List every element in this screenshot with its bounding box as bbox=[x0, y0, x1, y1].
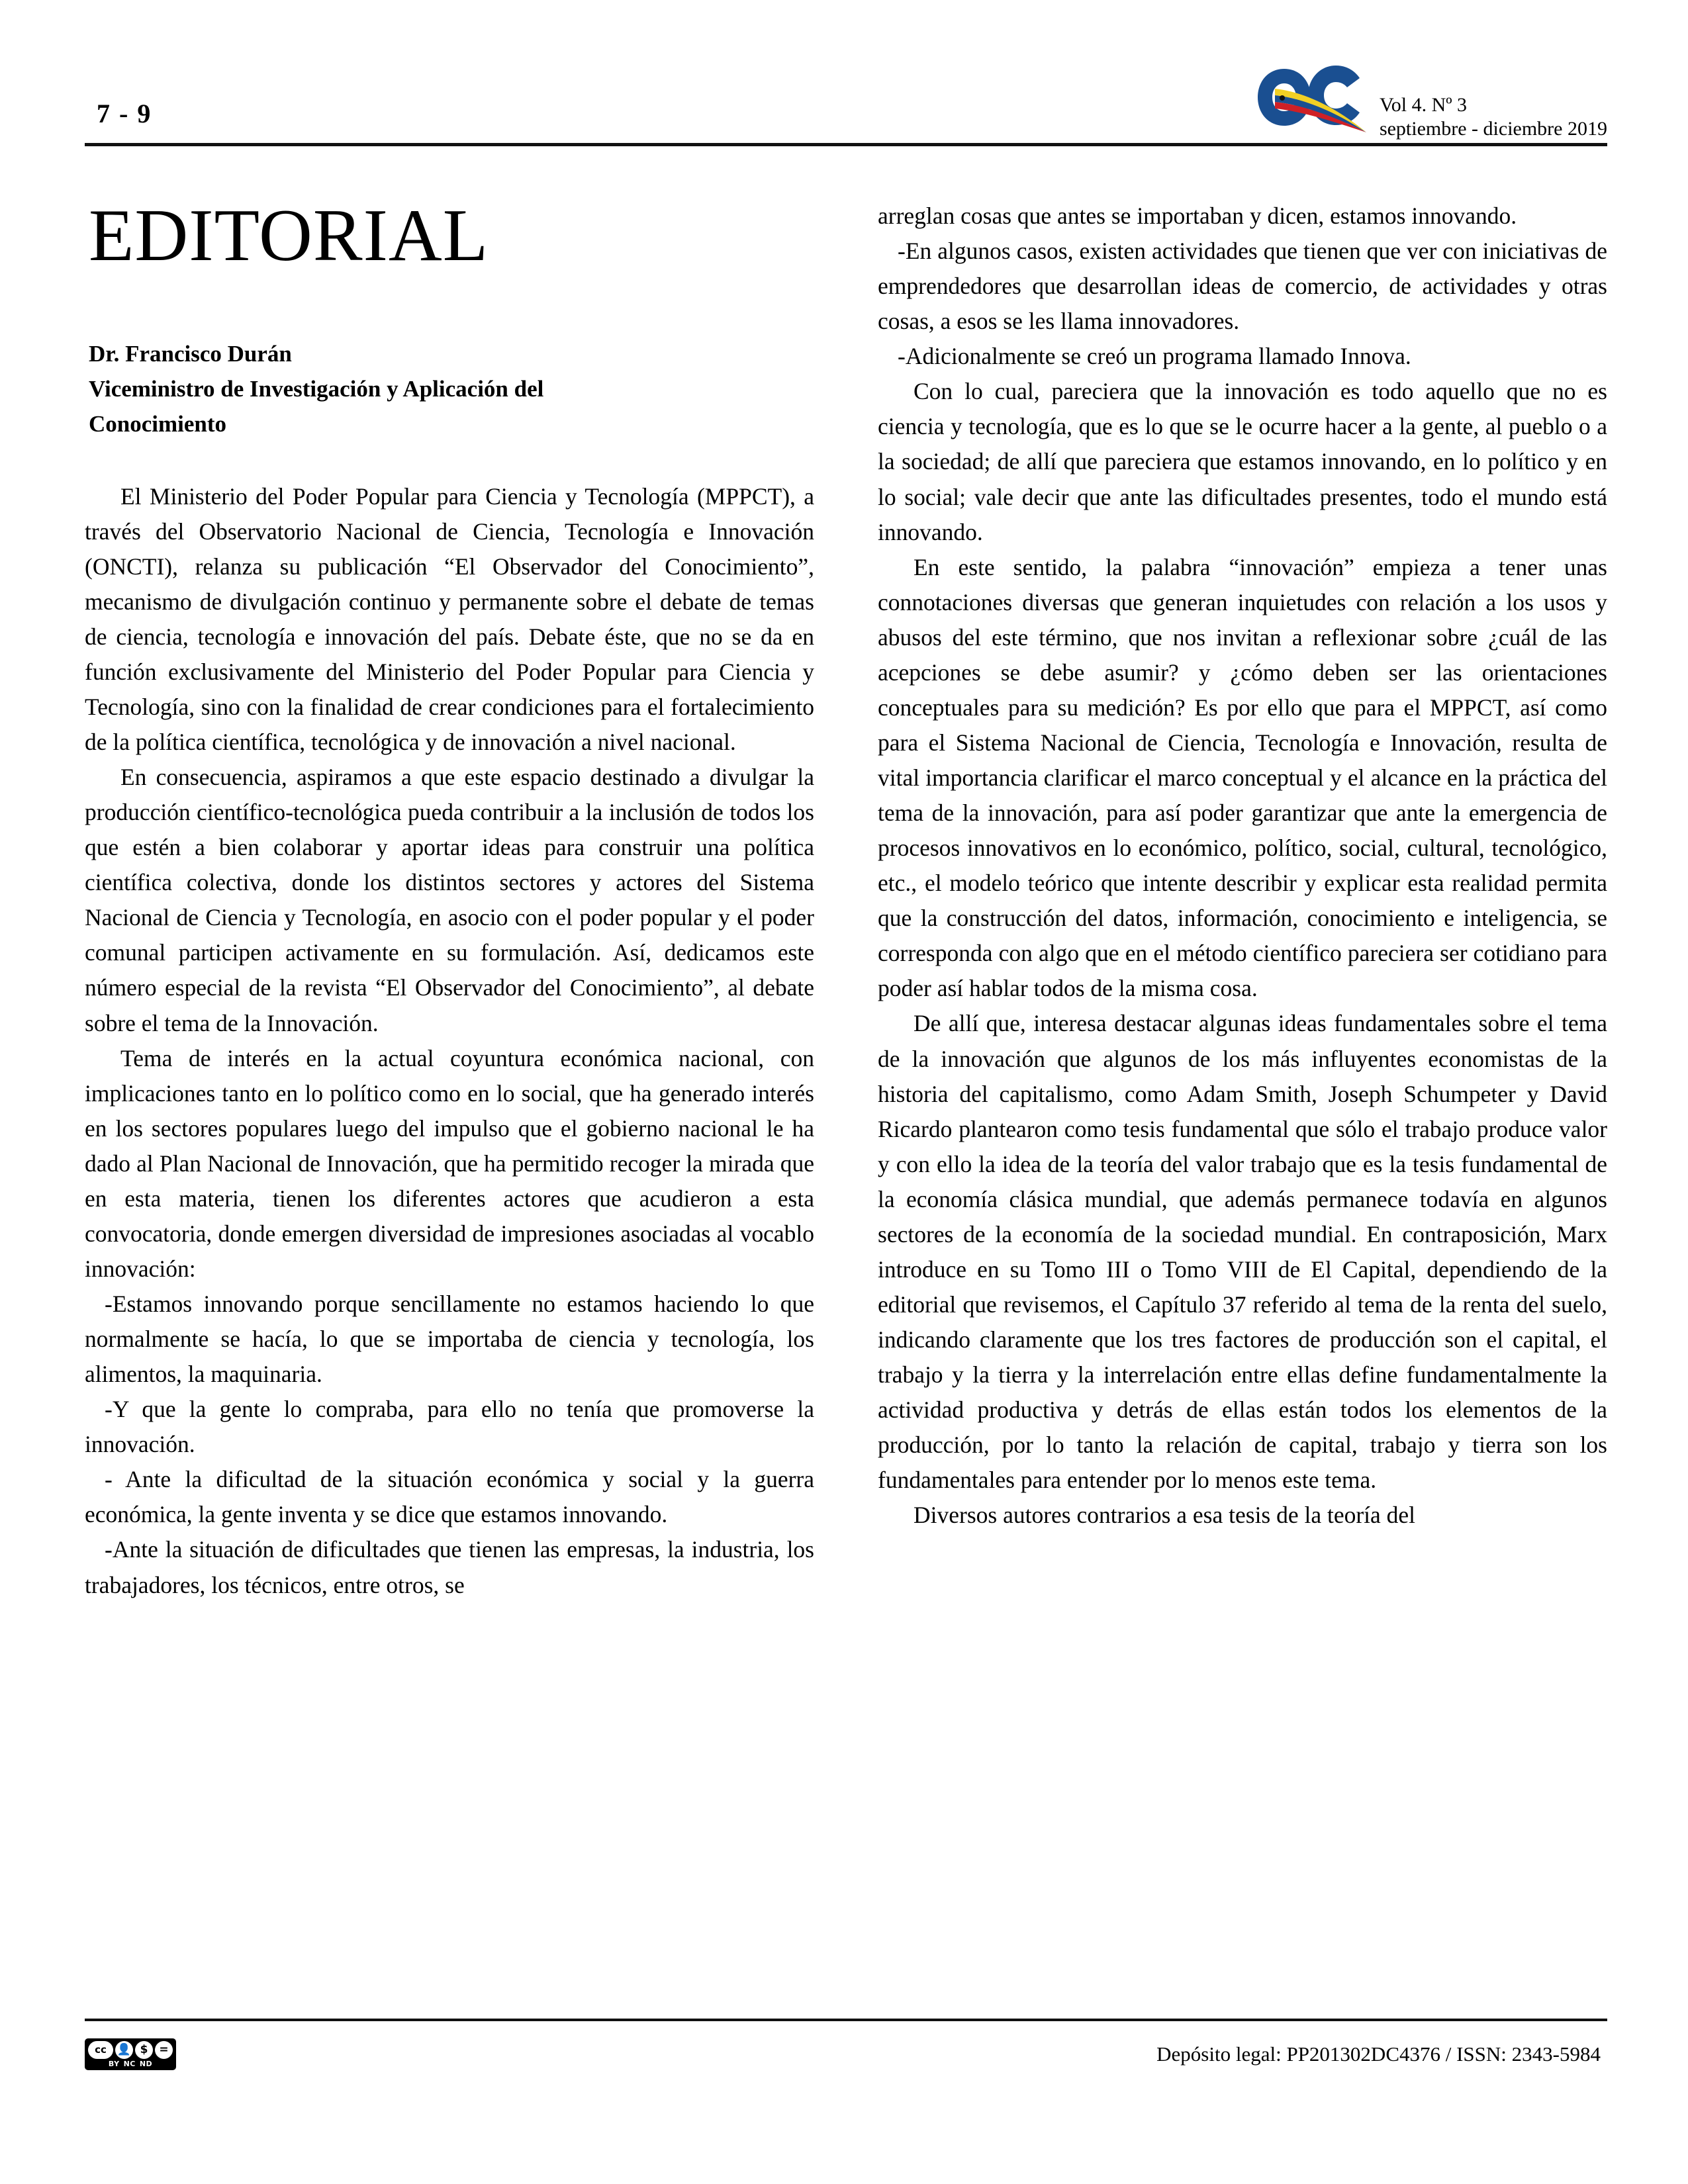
cc-label-by: BY bbox=[108, 2060, 120, 2068]
oc-monogram-logo bbox=[1255, 64, 1372, 144]
page-footer bbox=[85, 2019, 1607, 2070]
author-name: Dr. Francisco Durán bbox=[89, 341, 292, 367]
cc-icon-row bbox=[87, 2041, 173, 2059]
left-column bbox=[85, 195, 814, 1603]
issue-dates: septiembre - diciembre 2019 bbox=[1379, 117, 1607, 140]
masthead bbox=[1255, 64, 1607, 144]
cc-by-icon: 👤 bbox=[115, 2041, 133, 2059]
footer-divider bbox=[85, 2019, 1607, 2021]
author-role-line-1: Viceministro de Investigación y Aplicación del bbox=[89, 376, 544, 402]
paragraph: De allí que, interesa destacar algunas ideas fundamentales sobre el tema de la innovación que algunos de los más influyentes economistas de la historia del capitalismo, como Adam Smith, Joseph Schumpeter y David Ricardo plantearon como tesis fundamental que sólo el trabajo produce valor y con ello la idea de la teoría del valor trabajo que es la tesis fundamental de la economía clásica mundial, que además permanece todavía en algunos sectores de la economía de la sociedad mundial. En contraposición, Marx introduce en su Tomo III o Tomo VIII de El Capital, dependiendo de la editorial que revisemos, el Capítulo 37 referido al tema de la renta del suelo, indicando claramente que los tres factores de producción son el capital, el trabajo y la tierra y la interrelación entre ellas define fundamentalmente la actividad productiva y detrás de ellas están todos los elementos de la producción, por lo tanto la relación de capital, trabajo y tierra son los fundamentales para entender por lo menos este tema. bbox=[878, 1010, 1607, 1494]
author-byline bbox=[85, 336, 814, 442]
page-folio: 7 - 9 bbox=[97, 99, 152, 128]
paragraph: El Ministerio del Poder Popular para Ciencia y Tecnología (MPPCT), a través del Observatorio Nacional de Ciencia, Tecnología e Innovación (ONCTI), relanza su publicación “El Observador del Conocimiento”, mecanismo de divulgación continuo y permanente sobre el debate de temas de ciencia, tecnología e innovación del país. Debate éste, que no se da en función exclusivamente del Ministerio del Poder Popular para Ciencia y Tecnología, sino con la finalidad de crear condiciones para el fortalecimiento de la política científica, tecnológica y de innovación a nivel nacional. bbox=[85, 482, 814, 755]
issue-volume: Vol 4. Nº 3 bbox=[1379, 94, 1468, 116]
right-column bbox=[878, 199, 1607, 1603]
legal-deposit-issn: Depósito legal: PP201302DC4376 / ISSN: 2343-5984 bbox=[1156, 2042, 1601, 2066]
article-body bbox=[85, 195, 1607, 1603]
paragraph: En consecuencia, aspiramos a que este espacio destinado a divulgar la producción científico-tecnológica pueda contribuir a la inclusión de todos los que estén a bien colaborar y aportar ideas para construir una política científica colectiva, donde los distintos sectores y actores del Sistema Nacional de Ciencia y Tecnología, en asocio con el poder popular y el poder comunal participen activamente en su formulación. Así, dedicamos este número especial de la revista “El Observador del Conocimiento”, al debate sobre el tema de la Innovación. bbox=[85, 764, 814, 1036]
page-header bbox=[85, 64, 1607, 169]
paragraph: -Estamos innovando porque sencillamente no estamos haciendo lo que normalmente se hacía, lo que se importaba de ciencia y tecnología, los alimentos, la maquinaria. bbox=[85, 1291, 814, 1388]
footer-row bbox=[85, 2038, 1607, 2070]
header-divider bbox=[85, 143, 1607, 146]
issue-info bbox=[1380, 93, 1607, 144]
paragraph: En este sentido, la palabra “innovación” empieza a tener unas connotaciones diversas que generan inquietudes con relación a los usos y abusos del este término, que nos invitan a reflexionar sobre ¿cuál de las acepciones se debe asumir? y ¿cómo deben ser las orientaciones conceptuales para su medición? Es por ello que para el MPPCT, así como para el Sistema Nacional de Ciencia, Tecnología e Innovación, resulta de vital importancia clarificar el marco conceptual y el alcance en la práctica del tema de la innovación, para así poder garantizar que ante la emergencia de procesos innovativos en lo económico, político, social, cultural, tecnológico, etc., el modelo teórico que intente describir y explicar esta realidad permita que la construcción del datos, información, conocimiento e inteligencia, se corresponda con algo que en el método científico pareciera ser cotidiano para poder así hablar todos de la misma cosa. bbox=[878, 553, 1607, 1002]
paragraph: arreglan cosas que antes se importaban y dicen, estamos innovando. bbox=[878, 203, 1517, 229]
cc-label-row bbox=[87, 2060, 173, 2068]
author-role-line-2: Conocimiento bbox=[89, 411, 227, 437]
paragraph: - Ante la dificultad de la situación económica y social y la guerra económica, la gente inventa y se dice que estamos innovando. bbox=[85, 1466, 814, 1528]
paragraph: -Adicionalmente se creó un programa llamado Innova. bbox=[898, 343, 1411, 370]
page-title: EDITORIAL bbox=[89, 195, 489, 277]
paragraph: Con lo cual, pareciera que la innovación es todo aquello que no es ciencia y tecnología, que es lo que se le ocurre hacer a la gente, al pueblo o a la sociedad; de allí que pareciera que estamos innovando, en lo político y en lo social; vale decir que ante las dificultades presentes, todo el mundo está innovando. bbox=[878, 378, 1607, 545]
paragraph: -En algunos casos, existen actividades que tienen que ver con iniciativas de emprendedores que desarrollan ideas de comercio, de actividades y otras cosas, a esos se les llama innovadores. bbox=[878, 238, 1607, 335]
cc-logo-icon: cc bbox=[88, 2041, 113, 2059]
paragraph: Tema de interés en la actual coyuntura económica nacional, con implicaciones tanto en lo político como en lo social, que ha generado interés en los sectores populares luego del impulso que el gobierno nacional le ha dado al Plan Nacional de Innovación, que ha permitido recoger la mirada que en esta materia, tienen los diferentes actores que acudieron a esta convocatoria, donde emergen diversidad de impresiones asociadas al vocablo innovación: bbox=[85, 1044, 814, 1282]
paragraph: -Ante la situación de dificultades que tienen las empresas, la industria, los trabajadores, los técnicos, entre otros, se bbox=[85, 1536, 814, 1598]
creative-commons-by-nc-nd-badge[interactable] bbox=[85, 2038, 176, 2070]
cc-nc-icon: $ bbox=[135, 2041, 153, 2059]
cc-label-nc: NC bbox=[123, 2060, 136, 2068]
paragraph: -Y que la gente lo compraba, para ello no tenía que promoverse la innovación. bbox=[85, 1396, 814, 1458]
cc-label-nd: ND bbox=[139, 2060, 153, 2068]
paragraph: Diversos autores contrarios a esa tesis de la teoría del bbox=[914, 1502, 1416, 1529]
cc-nd-icon: = bbox=[155, 2041, 173, 2059]
